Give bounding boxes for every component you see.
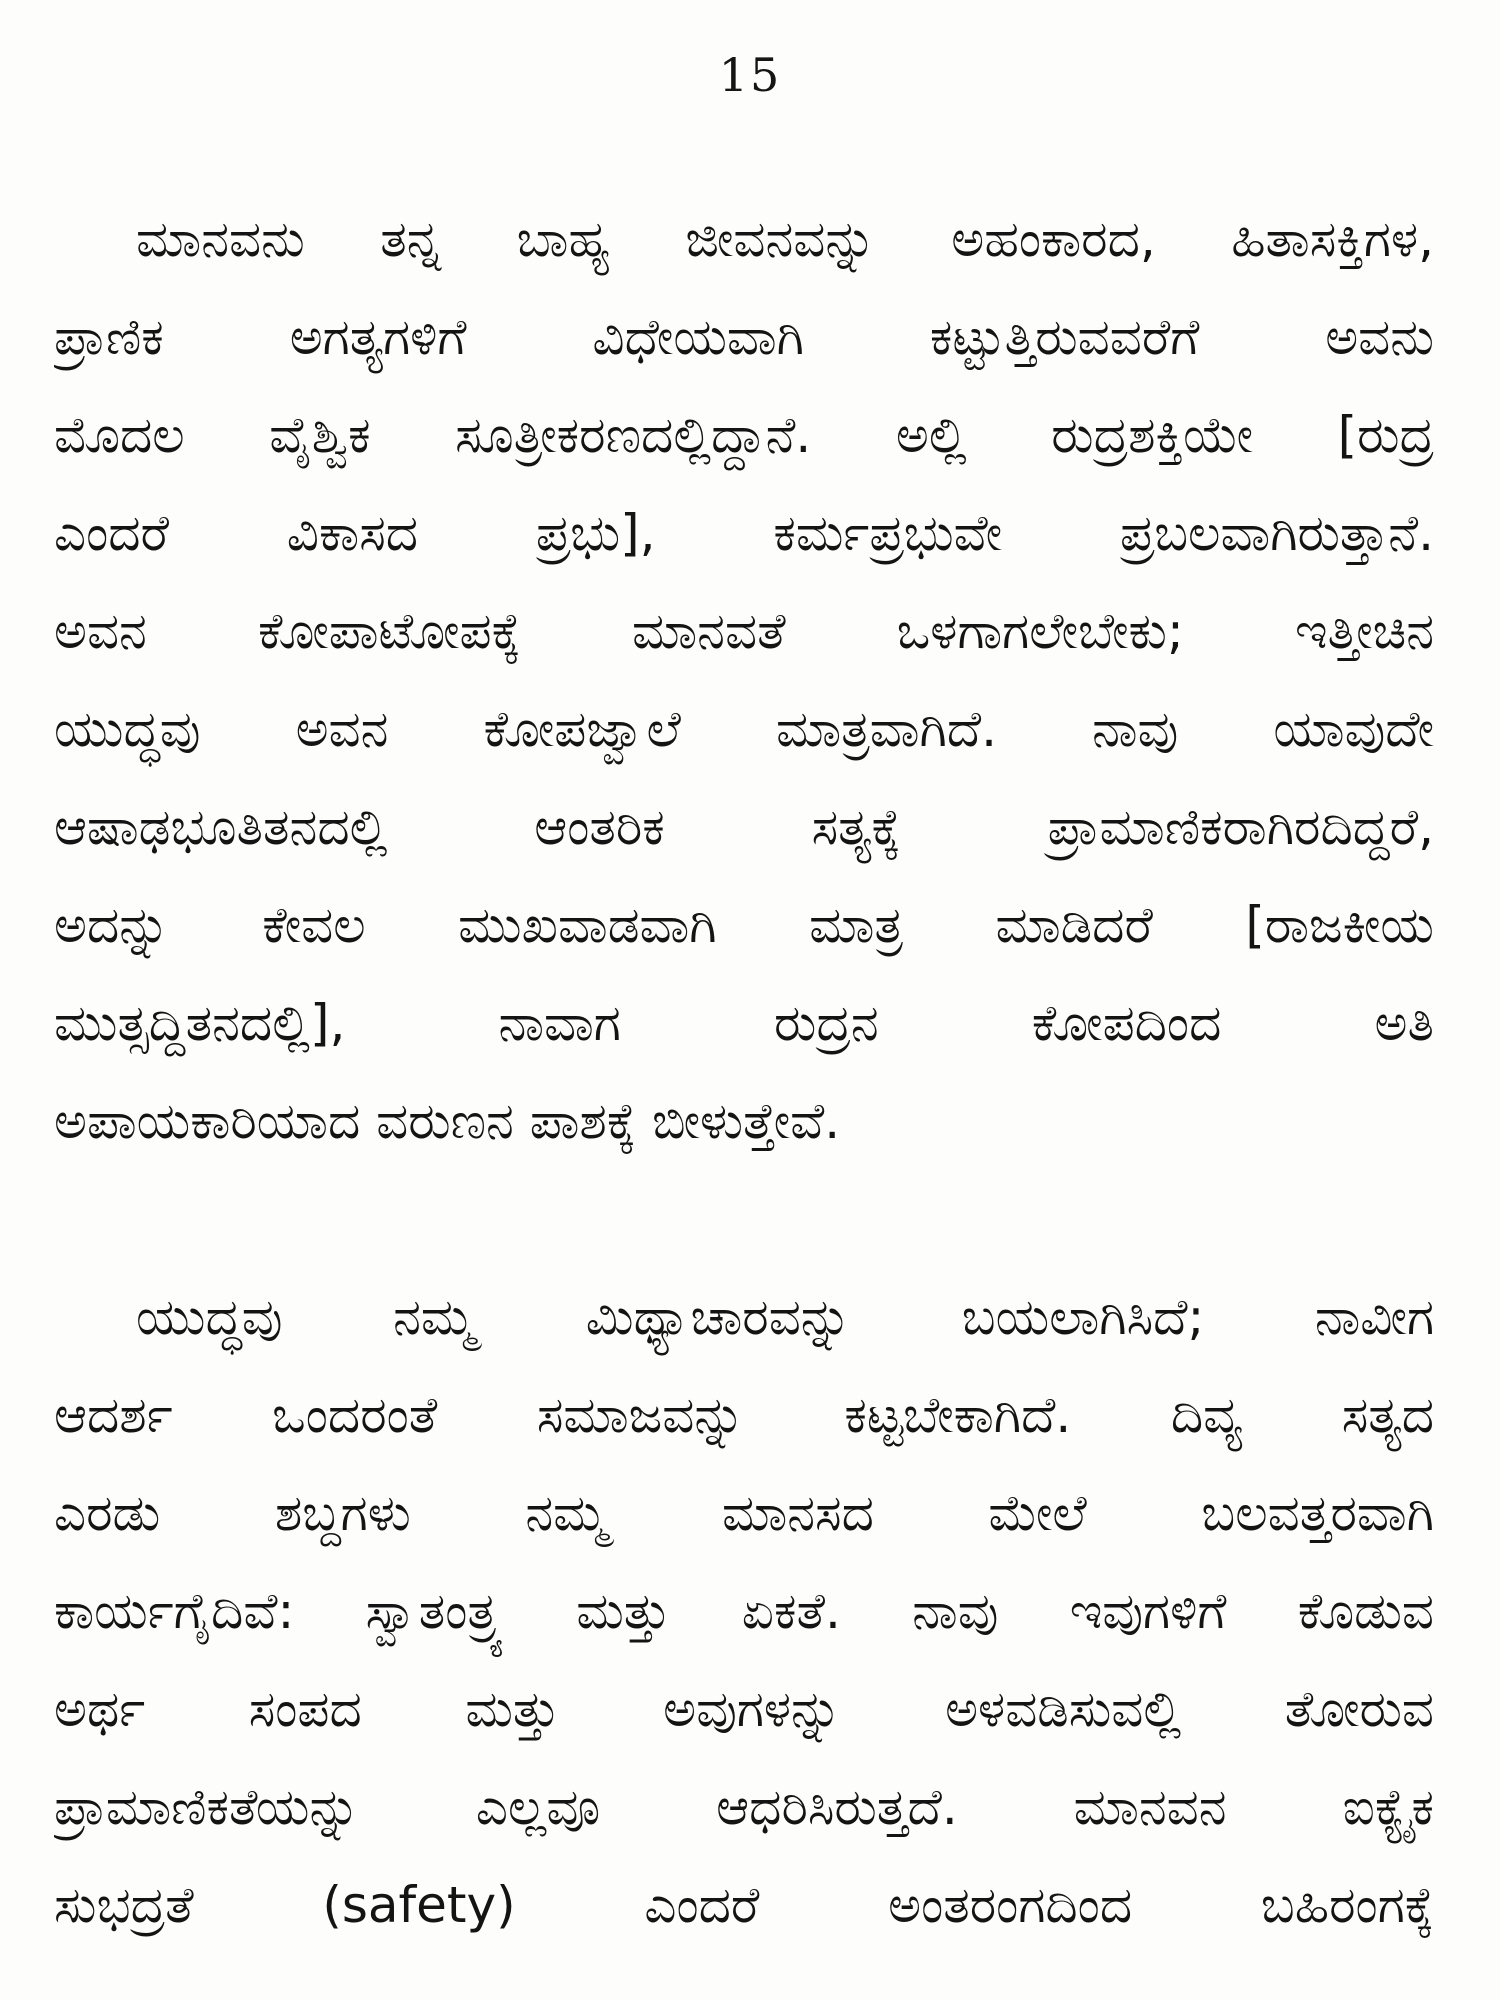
text-line: ಪ್ರಾಣಿಕ ಅಗತ್ಯಗಳಿಗೆ ವಿಧೇಯವಾಗಿ ಕಟ್ಟುತ್ತಿರುವವರೆಗೆ ಅವನು	[54, 308, 1434, 366]
paragraph-1	[54, 190, 1434, 1170]
text-line: ಸುಭದ್ರತೆ (safety) ಎಂದರೆ ಅಂತರಂಗದಿಂದ ಬಹಿರಂಗಕ್ಕೆ	[54, 1876, 1434, 1934]
text-line: ಅಪಾಯಕಾರಿಯಾದ ವರುಣನ ಪಾಶಕ್ಕೆ ಬೀಳುತ್ತೇವೆ.	[54, 1092, 841, 1150]
text-line: ಮುತ್ಸದ್ದಿತನದಲ್ಲಿ], ನಾವಾಗ ರುದ್ರನ ಕೋಪದಿಂದ ಅತಿ	[54, 994, 1434, 1052]
text-line: ಕಾರ್ಯಗೈದಿವೆ: ಸ್ವಾತಂತ್ರ್ಯ ಮತ್ತು ಏಕತೆ. ನಾವು ಇವುಗಳಿಗೆ ಕೊಡುವ	[54, 1582, 1434, 1640]
text-line: ಆದರ್ಶ ಒಂದರಂತೆ ಸಮಾಜವನ್ನು ಕಟ್ಟಬೇಕಾಗಿದೆ. ದಿವ್ಯ ಸತ್ಯದ	[54, 1386, 1434, 1444]
text-line: ಎಂದರೆ ವಿಕಾಸದ ಪ್ರಭು], ಕರ್ಮಪ್ರಭುವೇ ಪ್ರಬಲವಾಗಿರುತ್ತಾನೆ.	[54, 504, 1434, 562]
page-number: 15	[718, 48, 782, 102]
text-line: ಆಷಾಢಭೂತಿತನದಲ್ಲಿ ಆಂತರಿಕ ಸತ್ಯಕ್ಕೆ ಪ್ರಾಮಾಣಿಕರಾಗಿರದಿದ್ದರೆ,	[54, 798, 1434, 856]
paragraph-2	[54, 1268, 1434, 1954]
text-line: ಅರ್ಥ ಸಂಪದ ಮತ್ತು ಅವುಗಳನ್ನು ಅಳವಡಿಸುವಲ್ಲಿ ತೋರುವ	[54, 1680, 1434, 1738]
text-line: ಯುದ್ಧವು ನಮ್ಮ ಮಿಥ್ಯಾಚಾರವನ್ನು ಬಯಲಾಗಿಸಿದೆ; ನಾವೀಗ	[136, 1288, 1434, 1346]
text-line: ಯುದ್ಧವು ಅವನ ಕೋಪಜ್ವಾಲೆ ಮಾತ್ರವಾಗಿದೆ. ನಾವು ಯಾವುದೇ	[54, 700, 1434, 758]
text-line: ಮೊದಲ ವೈಶ್ವಿಕ ಸೂತ್ರೀಕರಣದಲ್ಲಿದ್ದಾನೆ. ಅಲ್ಲಿ ರುದ್ರಶಕ್ತಿಯೇ [ರುದ್ರ	[54, 406, 1434, 464]
text-line: ಅವನ ಕೋಪಾಟೋಪಕ್ಕೆ ಮಾನವತೆ ಒಳಗಾಗಲೇಬೇಕು; ಇತ್ತೀಚಿನ	[54, 602, 1434, 660]
text-line: ಮಾನವನು ತನ್ನ ಬಾಹ್ಯ ಜೀವನವನ್ನು ಅಹಂಕಾರದ, ಹಿತಾಸಕ್ತಿಗಳ,	[136, 210, 1434, 268]
text-line: ಎರಡು ಶಬ್ದಗಳು ನಮ್ಮ ಮಾನಸದ ಮೇಲೆ ಬಲವತ್ತರವಾಗಿ	[54, 1484, 1434, 1542]
text-line: ಅದನ್ನು ಕೇವಲ ಮುಖವಾಡವಾಗಿ ಮಾತ್ರ ಮಾಡಿದರೆ [ರಾಜಕೀಯ	[54, 896, 1434, 954]
text-line: ಪ್ರಾಮಾಣಿಕತೆಯನ್ನು ಎಲ್ಲವೂ ಆಧರಿಸಿರುತ್ತದೆ. ಮಾನವನ ಐಕ್ಯೈಕ	[54, 1778, 1434, 1836]
